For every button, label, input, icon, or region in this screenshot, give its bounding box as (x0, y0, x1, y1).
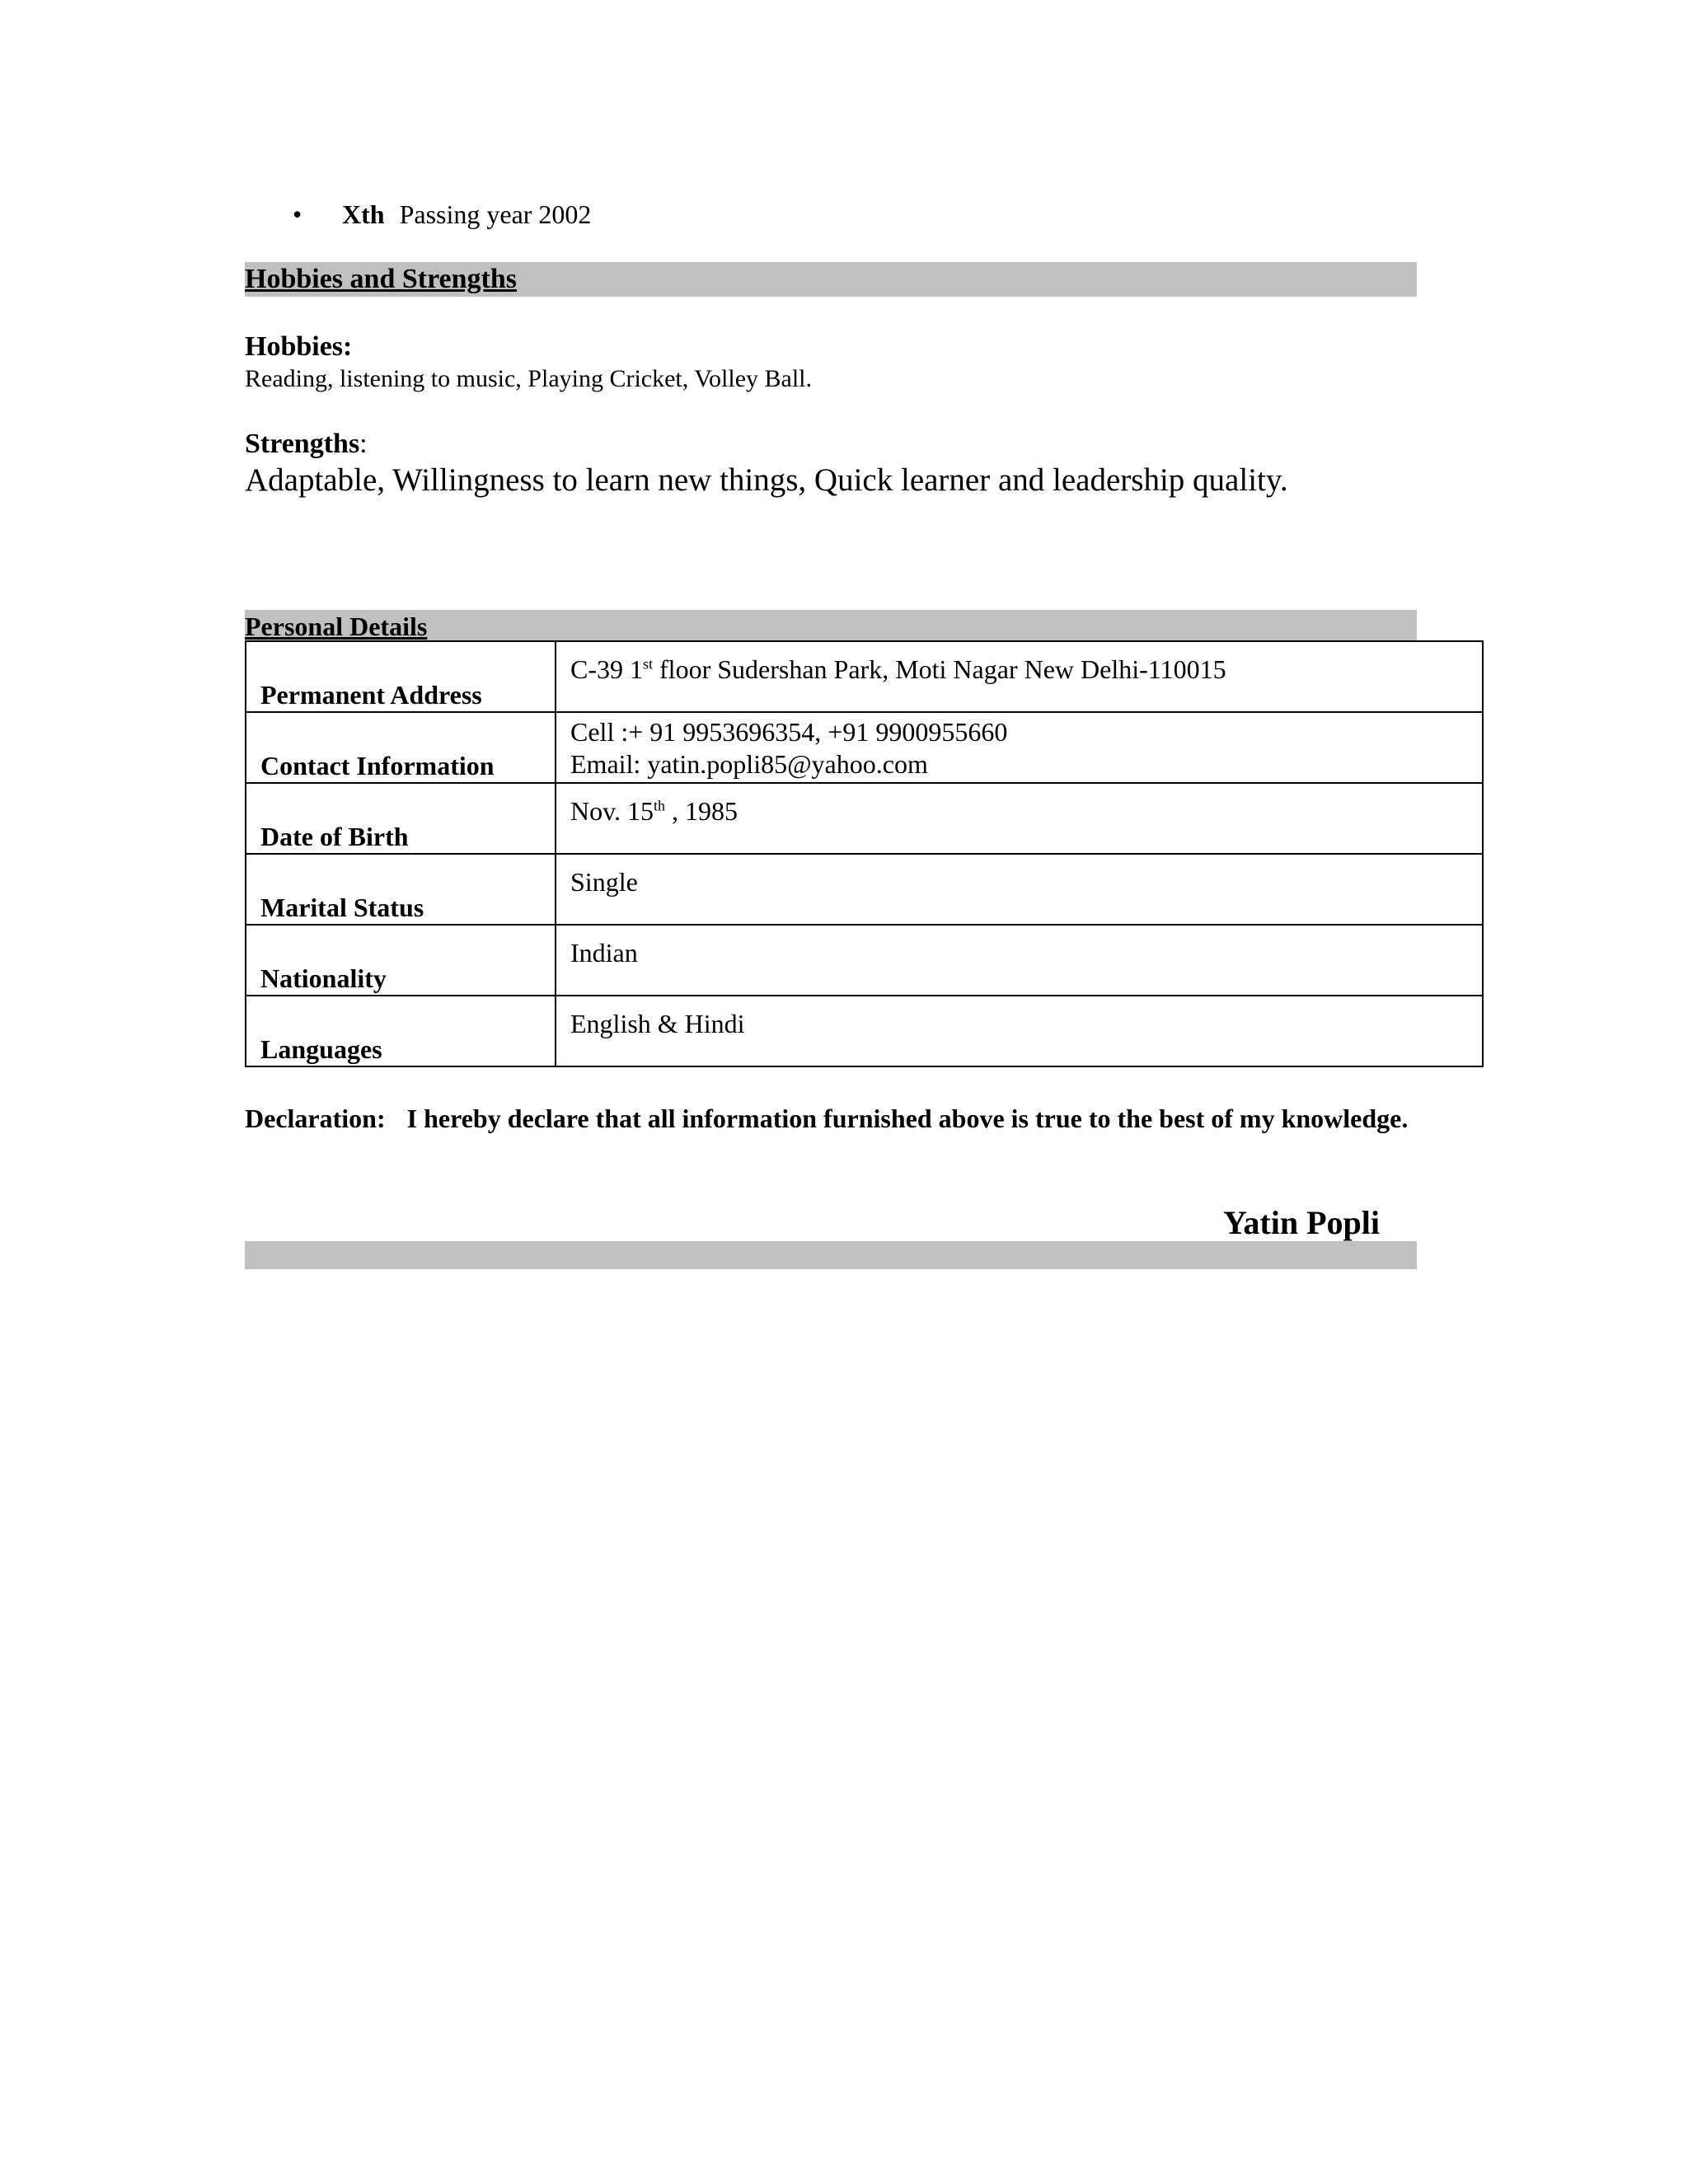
address-part-2: floor Sudershan Park, Moti Nagar New Delhi-110015 (653, 654, 1226, 684)
strengths-heading-label: Strengths (245, 429, 360, 459)
dob-part-2: , 1985 (665, 796, 738, 826)
declaration (245, 1103, 1415, 1135)
education-list-item (293, 196, 591, 232)
label-permanent-address: Permanent Address (260, 680, 482, 710)
address-ordinal: st (643, 655, 654, 673)
dob-ordinal: th (654, 797, 666, 814)
declaration-label: Declaration: (245, 1104, 386, 1133)
value-date-of-birth (570, 795, 738, 827)
address-part-1: C-39 1 (570, 654, 643, 684)
value-nationality: Indian (570, 938, 638, 968)
personal-details-table (245, 640, 1484, 1067)
bullet-icon: • (293, 199, 302, 229)
strengths-heading (245, 427, 368, 462)
strengths-heading-colon: : (359, 429, 368, 459)
section-title-personal-details: Personal Details (245, 612, 428, 641)
table-row (246, 854, 1483, 925)
value-permanent-address (570, 654, 1226, 686)
contact-email: Email: yatin.popli85@yahoo.com (570, 749, 928, 779)
hobbies-text: Reading, listening to music, Playing Cricket, Volley Ball. (245, 365, 813, 392)
strengths-text: Adaptable, Willingness to learn new things, Quick learner and leadership quality. (245, 462, 1288, 498)
table-row (246, 641, 1483, 712)
value-languages: English & Hindi (570, 1009, 745, 1038)
table-row (246, 783, 1483, 854)
education-level: Xth (342, 199, 385, 229)
hobbies-heading: Hobbies: (245, 331, 353, 362)
footer-bar (245, 1241, 1417, 1269)
declaration-text: I hereby declare that all information furnished above is true to the best of my knowledge. (406, 1104, 1409, 1133)
value-marital-status: Single (570, 867, 638, 897)
contact-cell: Cell :+ 91 9953696354, +91 9900955660 (570, 717, 1008, 747)
value-contact-information (570, 716, 1007, 780)
dob-part-1: Nov. 15 (570, 796, 654, 826)
table-row (246, 996, 1483, 1066)
education-detail: Passing year 2002 (399, 199, 592, 229)
label-languages: Languages (260, 1034, 382, 1064)
label-nationality: Nationality (260, 963, 387, 993)
label-date-of-birth: Date of Birth (260, 822, 409, 851)
label-marital-status: Marital Status (260, 893, 424, 922)
section-title-hobbies-strengths: Hobbies and Strengths (245, 264, 518, 294)
table-row (246, 925, 1483, 996)
label-contact-information: Contact Information (260, 751, 495, 780)
table-row (246, 712, 1483, 783)
signature-name: Yatin Popli (1222, 1204, 1380, 1241)
